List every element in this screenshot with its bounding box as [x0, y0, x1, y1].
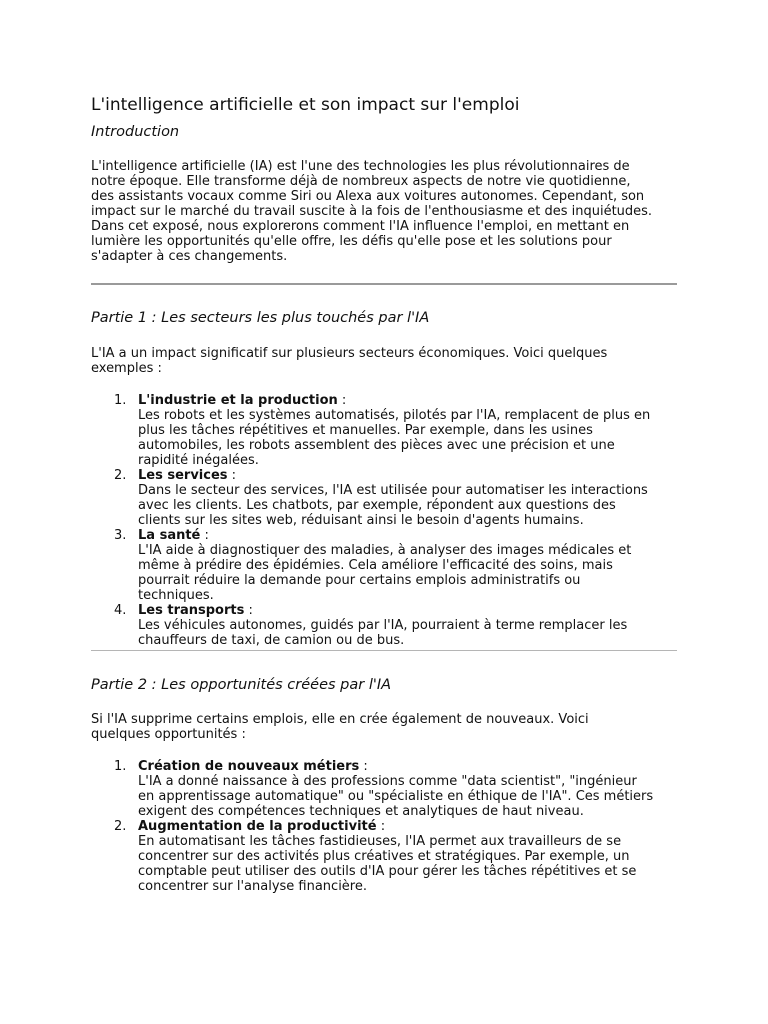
document-title: L'intelligence artificielle et son impact sur l'emploi	[91, 95, 520, 115]
item-title: Augmentation de la productivité	[138, 819, 377, 834]
item-line: Dans le secteur des services, l'IA est utilisée pour automatiser les interactions	[138, 483, 648, 498]
list-item	[91, 819, 681, 894]
item-line: Les robots et les systèmes automatisés, pilotés par l'IA, remplacent de plus en	[138, 408, 651, 423]
part1-sector-list	[91, 393, 681, 648]
item-line: L'IA aide à diagnostiquer des maladies, à analyser des images médicales et	[138, 543, 632, 558]
item-title-suffix: :	[244, 603, 253, 618]
item-line: techniques.	[138, 588, 214, 603]
item-title: Création de nouveaux métiers	[138, 759, 360, 774]
intro-line: notre époque. Elle transforme déjà de nombreux aspects de notre vie quotidienne,	[91, 174, 631, 189]
list-number: 1.	[114, 393, 127, 408]
item-title-suffix: :	[227, 468, 237, 483]
item-title: L'industrie et la production	[138, 393, 338, 408]
item-line: Les véhicules autonomes, guidés par l'IA, pourraient à terme remplacer les	[138, 618, 628, 633]
list-number: 3.	[114, 528, 127, 543]
item-line: concentrer sur l'analyse financière.	[138, 879, 367, 894]
part1-intro-paragraph	[91, 346, 681, 376]
intro-line: Dans cet exposé, nous explorerons comment l'IA influence l'emploi, en mettant en	[91, 219, 630, 234]
item-line: comptable peut utiliser des outils d'IA pour gérer les tâches répétitives et se	[138, 864, 637, 879]
section-divider	[91, 650, 677, 651]
part1-intro-line: exemples :	[91, 361, 162, 376]
item-line: en apprentissage automatique" ou "spécialiste en éthique de l'IA". Ces métiers	[138, 789, 654, 804]
list-number: 2.	[114, 468, 127, 483]
part2-intro-line: Si l'IA supprime certains emplois, elle en crée également de nouveaux. Voici	[91, 712, 589, 727]
item-title-suffix: :	[200, 528, 209, 543]
item-line: exigent des compétences techniques et analytiques de haut niveau.	[138, 804, 584, 819]
list-item	[91, 759, 681, 819]
item-title: Les transports	[138, 603, 245, 618]
item-line: En automatisant les tâches fastidieuses, l'IA permet aux travailleurs de se	[138, 834, 622, 849]
item-line: avec les clients. Les chatbots, par exemple, répondent aux questions des	[138, 498, 616, 513]
list-number: 4.	[114, 603, 127, 618]
intro-line: des assistants vocaux comme Siri ou Alexa aux voitures autonomes. Cependant, son	[91, 189, 645, 204]
list-number: 1.	[114, 759, 127, 774]
item-line: pourrait réduire la demande pour certains emplois administratifs ou	[138, 573, 581, 588]
intro-line: lumière les opportunités qu'elle offre, les défis qu'elle pose et les solutions pour	[91, 234, 612, 249]
item-line: clients sur les sites web, réduisant ainsi le besoin d'agents humains.	[138, 513, 584, 528]
item-line: automobiles, les robots assemblent des pièces avec une précision et une	[138, 438, 615, 453]
intro-line: s'adapter à ces changements.	[91, 249, 288, 264]
intro-heading: Introduction	[91, 124, 180, 140]
item-title-suffix: :	[337, 393, 347, 408]
list-number: 2.	[114, 819, 127, 834]
part2-intro-paragraph	[91, 712, 681, 742]
list-item	[91, 603, 681, 648]
list-item	[91, 393, 681, 468]
item-title: La santé	[138, 528, 201, 543]
item-title: Les services	[138, 468, 228, 483]
part2-heading: Partie 2 : Les opportunités créées par l'IA	[91, 677, 392, 693]
item-line: même à prédire des épidémies. Cela améliore l'efficacité des soins, mais	[138, 558, 613, 573]
intro-line: L'intelligence artificielle (IA) est l'une des technologies les plus révolutionnaires de	[91, 159, 630, 174]
item-line: plus les tâches répétitives et manuelles. Par exemple, dans les usines	[138, 423, 593, 438]
intro-paragraph	[91, 159, 681, 264]
list-item	[91, 468, 681, 528]
item-line: chauffeurs de taxi, de camion ou de bus.	[138, 633, 405, 648]
part1-heading: Partie 1 : Les secteurs les plus touchés par l'IA	[91, 310, 430, 326]
part2-intro-line: quelques opportunités :	[91, 727, 246, 742]
item-title-suffix: :	[359, 759, 368, 774]
item-title-suffix: :	[376, 819, 386, 834]
item-line: rapidité inégalées.	[138, 453, 259, 468]
part1-intro-line: L'IA a un impact significatif sur plusieurs secteurs économiques. Voici quelques	[91, 346, 608, 361]
list-item	[91, 528, 681, 603]
item-line: L'IA a donné naissance à des professions comme "data scientist", "ingénieur	[138, 774, 637, 789]
item-line: concentrer sur des activités plus créatives et stratégiques. Par exemple, un	[138, 849, 630, 864]
section-divider	[91, 283, 677, 285]
part2-opportunity-list	[91, 759, 681, 894]
intro-line: impact sur le marché du travail suscite à la fois de l'enthousiasme et des inquiétudes.	[91, 204, 653, 219]
